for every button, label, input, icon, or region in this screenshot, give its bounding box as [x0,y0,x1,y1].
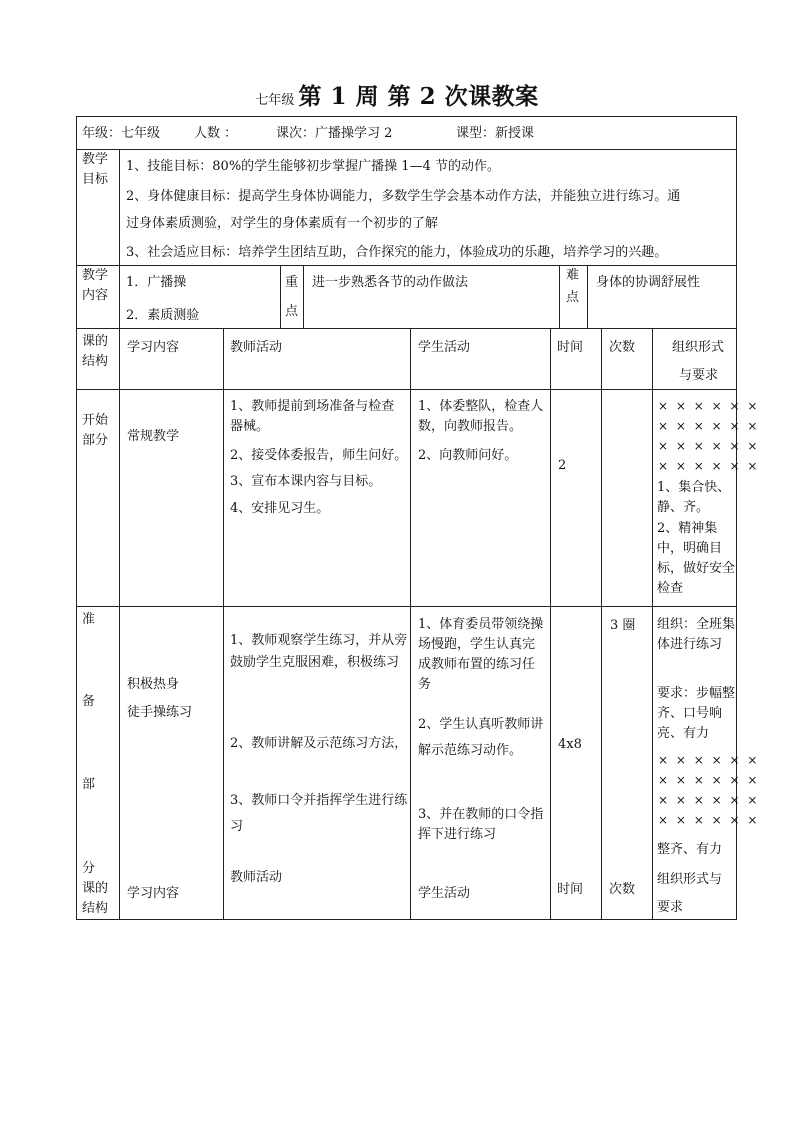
header-content: 学习内容 [127,340,180,355]
title-grade: 七年级 [255,93,295,108]
formation-row: × × × × × × [658,399,760,413]
goal-line: 3、社会适应目标：培养学生团结互助，合作探究的能力，体验成功的乐趣，培养学习的兴趣。 [126,245,668,260]
difficulty-label: 点 [566,290,580,305]
formation-row: × × × × × × [658,419,760,433]
prep-org: 组织：全班集体进行练习 [657,617,736,652]
info-count: 人数 ： [194,126,238,141]
prep-label: 备 [82,694,96,709]
col-divider [652,328,653,920]
table-border-bottom [76,919,737,920]
start-teacher-item: 1、教师提前到场准备与检查器械。 [230,399,395,434]
start-time: 2 [558,458,567,473]
formation-row: × × × × × × [658,753,760,767]
col-divider [280,265,281,328]
repeat-header-org: 要求 [657,900,684,915]
col-divider [587,265,588,328]
prep-label: 准 [82,612,96,627]
header-org: 组织形式 [672,340,725,355]
key-point-label: 点 [285,304,299,319]
content-item: 1．广播操 [126,275,187,290]
repeat-header-content: 学习内容 [127,886,180,901]
prep-content: 徒手操练习 [127,705,193,720]
start-student-item: 2、向教师问好。 [418,448,518,463]
col-divider [601,328,602,920]
formation-row: × × × × × × [658,439,760,453]
difficulty-text: 身体的协调舒展性 [596,275,701,290]
repeat-header-teacher: 教师活动 [230,870,283,885]
prep-org: 整齐、有力 [657,842,723,857]
prep-content: 积极热身 [127,677,180,692]
header-org: 与要求 [679,368,719,383]
prep-student-item: 3、并在教师的口令指挥下进行练习 [418,807,544,842]
prep-label: 分 [82,861,96,876]
content-label: 教学 [82,268,109,283]
row-divider [76,606,737,607]
repeat-header-org: 组织形式与 [657,872,723,887]
header-time: 时间 [557,340,584,355]
col-divider [410,328,411,920]
header-structure: 结构 [82,354,109,369]
formation-row: × × × × × × [658,773,760,787]
prep-label: 部 [82,777,96,792]
key-point-text: 进一步熟悉各节的动作做法 [312,275,469,290]
start-teacher-item: 2、接受体委报告，师生问好。 [230,448,408,463]
header-structure: 课的 [82,334,109,349]
info-lesson: 课次：广播操学习 2 [276,126,393,141]
start-requirement: 2、精神集中，明确目标，做好安全检查 [657,521,736,596]
header-student: 学生活动 [418,340,471,355]
repeat-header-count: 次数 [609,882,636,897]
header-count: 次数 [609,340,636,355]
row-divider [76,149,737,150]
goal-line: 过身体素质测验，对学生的身体素质有一个初步的了解 [126,216,439,231]
goal-line: 1、技能目标：80%的学生能够初步掌握广播操 1—4 节的动作。 [126,159,500,174]
difficulty-label: 难 [566,268,580,283]
col-divider [223,328,224,920]
repeat-header-structure: 结构 [82,901,109,916]
page-title [0,78,794,111]
repeat-header-time: 时间 [557,882,584,897]
formation-row: × × × × × × [658,793,760,807]
start-teacher-item: 4、安排见习生。 [230,501,330,516]
prep-org: 要求：步幅整齐、口号响亮、有力 [657,686,736,741]
row-divider [76,328,737,329]
repeat-header-student: 学生活动 [418,886,471,901]
goals-label: 目标 [82,172,109,187]
prep-teacher-item: 3、教师口令并指挥学生进行练习 [230,793,408,834]
start-teacher-item: 3、宣布本课内容与目标。 [230,474,382,489]
start-student-item: 1、体委整队，检查人数，向教师报告。 [418,399,544,434]
col-divider [559,265,560,328]
table-border-top [76,116,737,117]
content-item: 2．素质测验 [126,308,200,323]
header-teacher: 教师活动 [230,340,283,355]
goal-line: 2、身体健康目标：提高学生身体协调能力，多数学生学会基本动作方法，并能独立进行练习。通 [126,189,681,204]
title-main: 第 1 周 第 2 次课教案 [298,83,539,110]
key-point-label: 重 [285,275,299,290]
goals-label: 教学 [82,152,109,167]
prep-student-item: 2、学生认真听教师讲解示范练习动作。 [418,717,544,758]
start-label: 开始 [82,413,109,428]
prep-count: 3 圈 [610,618,636,633]
info-grade: 年级：七年级 [82,126,161,141]
start-label: 部分 [82,433,109,448]
table-border-left [76,116,77,920]
prep-time: 4x8 [558,737,582,752]
col-divider [550,328,551,920]
info-type: 课型：新授课 [456,126,535,141]
row-divider [76,389,737,390]
repeat-header-structure: 课的 [82,881,109,896]
row-divider [76,265,737,266]
prep-student-item: 1、体育委员带领绕操场慢跑，学生认真完成教师布置的练习任务 [418,617,544,692]
formation-row: × × × × × × [658,813,760,827]
col-divider [303,265,304,328]
start-requirement: 1、集合快、静、齐。 [657,480,731,515]
content-label: 内容 [82,288,109,303]
formation-row: × × × × × × [658,459,760,473]
prep-teacher-item: 1、教师观察学生练习，并从旁鼓励学生克服困难，积极练习 [230,633,408,670]
start-content: 常规教学 [127,429,180,444]
col-divider [119,149,120,920]
prep-teacher-item: 2、教师讲解及示范练习方法， [230,736,408,751]
